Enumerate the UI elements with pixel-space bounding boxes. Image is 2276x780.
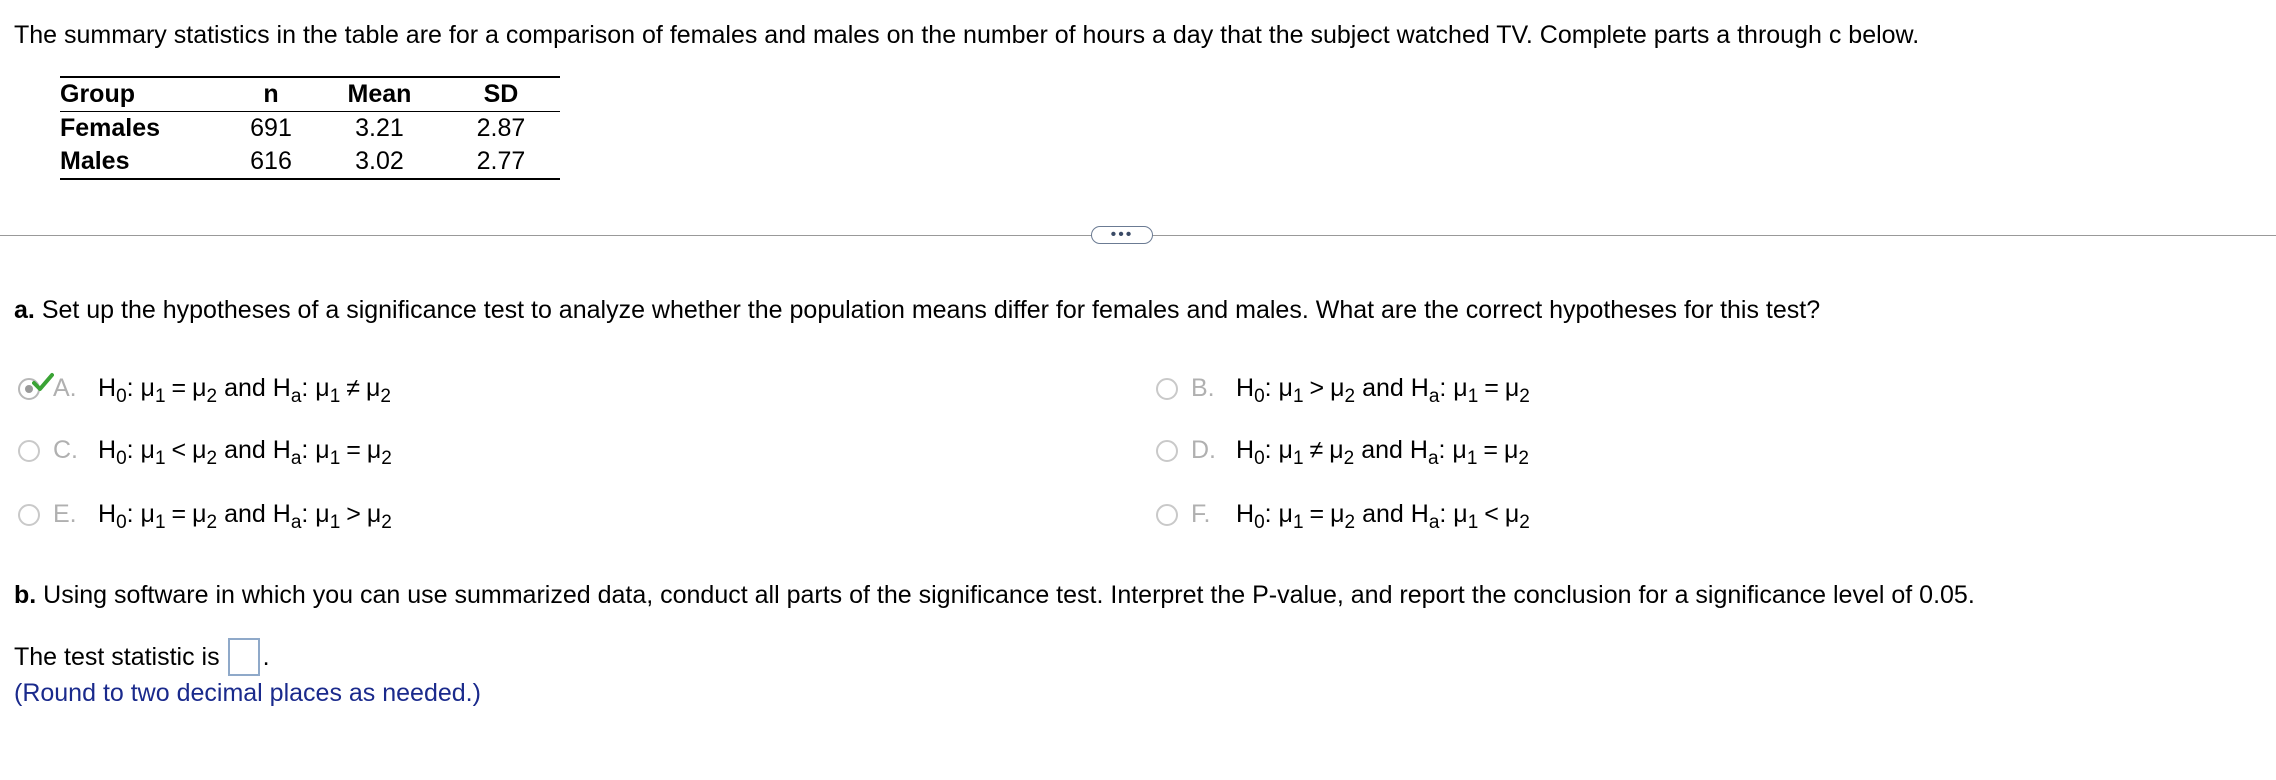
option-b[interactable] [1156, 374, 1530, 407]
option-letter: F. [1191, 500, 1211, 528]
part-b-label: b. [14, 581, 37, 609]
radio-button[interactable] [1156, 440, 1178, 462]
cell-group: Females [60, 114, 161, 142]
header-n: n [225, 77, 317, 112]
question-intro: The summary statistics in the table are for a comparison of females and males on the number of hours a day that the subject watched TV. Complete parts a through c below. [14, 21, 1920, 49]
header-mean: Mean [317, 77, 442, 112]
radio-button[interactable] [18, 440, 40, 462]
cell-sd: 2.77 [476, 147, 526, 175]
radio-button[interactable] [1156, 504, 1178, 526]
table-row [60, 112, 560, 146]
test-statistic-label: The test statistic is [14, 643, 220, 671]
expand-button[interactable]: ••• [1091, 226, 1153, 244]
part-b-question [14, 578, 1975, 612]
cell-mean: 3.21 [355, 114, 404, 142]
test-statistic-line [14, 638, 270, 676]
option-hypotheses: $H_0$: $\mu_1 \ne \mu_2$ and $H_a$: $\mu_1 = \mu_2$ [1236, 436, 1529, 469]
summary-table [60, 76, 560, 180]
cell-n: 691 [250, 114, 292, 142]
part-a-question [14, 293, 1820, 327]
option-hypotheses: $H_0$: $\mu_1 > \mu_2$ and $H_a$: $\mu_1 = \mu_2$ [1236, 374, 1530, 407]
option-letter: D. [1191, 436, 1216, 464]
table-row [60, 145, 560, 179]
radio-button[interactable] [18, 504, 40, 526]
option-letter: C. [53, 436, 78, 464]
radio-button[interactable] [18, 378, 40, 400]
header-group: Group [60, 77, 225, 112]
test-statistic-input[interactable] [228, 638, 260, 676]
option-letter: E. [53, 500, 77, 528]
option-a[interactable] [18, 374, 391, 407]
option-hypotheses: $H_0$: $\mu_1 < \mu_2$ and $H_a$: $\mu_1 = \mu_2$ [98, 436, 392, 469]
radio-button[interactable] [1156, 378, 1178, 400]
table-header-row [60, 77, 560, 112]
cell-group: Males [60, 147, 130, 175]
header-sd: SD [442, 77, 560, 112]
option-letter: A. [53, 374, 77, 402]
checkmark-icon [32, 372, 54, 394]
part-a-text: Set up the hypotheses of a significance test to analyze whether the population means differ for females and males. What are the correct hypotheses for this test? [41, 296, 1821, 324]
option-e[interactable] [18, 500, 392, 533]
option-f[interactable] [1156, 500, 1530, 533]
option-letter: B. [1191, 374, 1215, 402]
cell-n: 616 [250, 147, 292, 175]
cell-mean: 3.02 [355, 147, 404, 175]
option-c[interactable] [18, 436, 392, 469]
part-a-label: a. [14, 296, 35, 324]
part-b-text: Using software in which you can use summarized data, conduct all parts of the significance test. Interpret the P-value, and report the conclusion for a significance level of 0.05. [43, 581, 1975, 609]
cell-sd: 2.87 [476, 114, 526, 142]
rounding-note: (Round to two decimal places as needed.) [14, 679, 481, 707]
option-hypotheses: $H_0$: $\mu_1 = \mu_2$ and $H_a$: $\mu_1 > \mu_2$ [98, 500, 392, 533]
option-d[interactable] [1156, 436, 1529, 469]
option-hypotheses: $H_0$: $\mu_1 = \mu_2$ and $H_a$: $\mu_1 \ne \mu_2$ [98, 374, 391, 407]
option-hypotheses: $H_0$: $\mu_1 = \mu_2$ and $H_a$: $\mu_1 < \mu_2$ [1236, 500, 1530, 533]
answer-period: . [262, 643, 270, 671]
